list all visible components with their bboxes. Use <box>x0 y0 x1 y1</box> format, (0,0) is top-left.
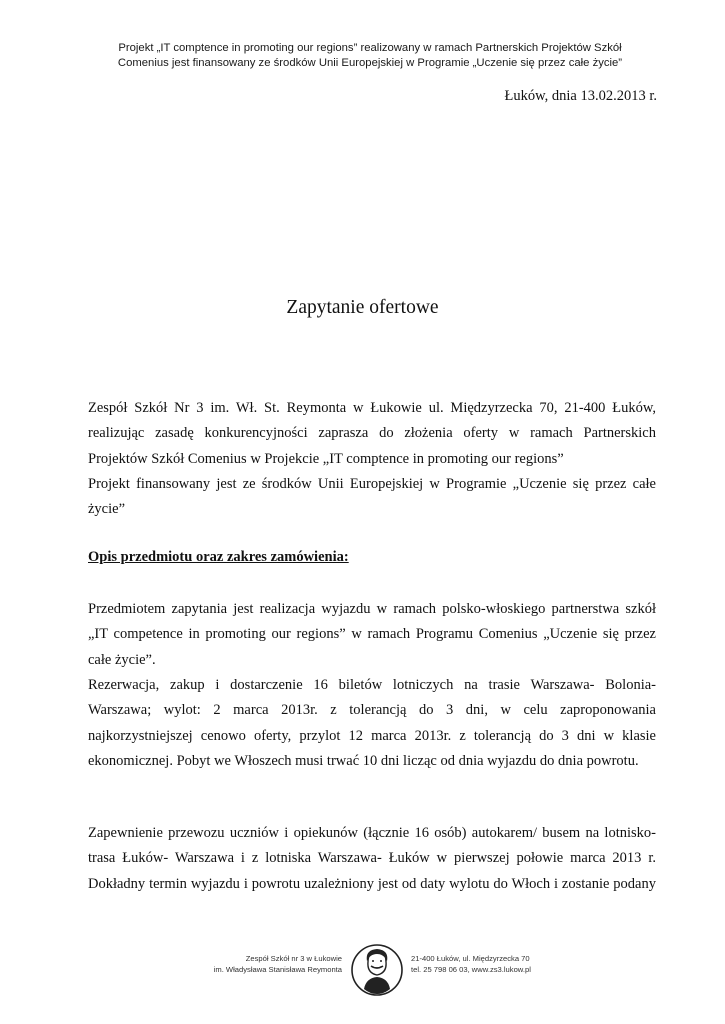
funding-line: Projekt finansowany jest ze środków Unii Europejskiej w Programie „Uczenie się przez całe <box>88 476 656 492</box>
document-date: Łuków, dnia 13.02.2013 r. <box>504 88 657 104</box>
reservation-line: Rezerwacja, zakup i dostarczenie 16 biletów lotniczych na trasie Warszawa- Bolonia- <box>88 677 656 693</box>
footer-school-info <box>212 954 342 975</box>
subject-line: Przedmiotem zapytania jest realizacja wyjazdu w ramach polsko-włoskiego partnerstwa szkół <box>88 601 656 617</box>
intro-line: realizując zasadę konkurencyjności zaprasza do złożenia oferty w ramach Partnerskich <box>88 425 656 442</box>
reservation-paragraph <box>88 673 656 774</box>
subject-line: całe życie”. <box>88 651 156 668</box>
patron-portrait-icon <box>350 942 404 998</box>
footer-contact-info <box>411 954 561 975</box>
footer-patron: im. Władysława Stanisława Reymonta <box>213 964 342 974</box>
transport-line: trasa Łuków- Warszawa i z lotniska Warszawa- Łuków w pierwszej połowie marca 2013 r. <box>88 850 656 867</box>
reservation-line: Warszawa; wylot: 2 marca 2013r. z tolerancją do 3 dni, w celu zaproponowania <box>88 702 656 719</box>
intro-paragraph <box>88 396 656 472</box>
header-line-2: Comenius jest finansowany ze środków Unii Europejskiej w Programie „Uczenie się przez całe życie” <box>117 57 623 69</box>
footer-address: 21-400 Łuków, ul. Międzyrzecka 70 <box>411 954 530 963</box>
funding-line: życie” <box>88 501 126 518</box>
intro-line: Zespół Szkół Nr 3 im. Wł. St. Reymonta w Łukowie ul. Międzyrzecka 70, 21-400 Łuków, <box>88 400 656 416</box>
document-title: Zapytanie ofertowe <box>286 297 439 318</box>
transport-paragraph <box>88 821 656 897</box>
footer-contact: tel. 25 798 06 03, www.zs3.lukow.pl <box>411 964 531 974</box>
letterhead-footer <box>0 942 725 1002</box>
funding-paragraph <box>88 472 656 523</box>
intro-line: Projektów Szkół Comenius w Projekcie „IT comptence in promoting our regions” <box>88 450 564 467</box>
footer-school-name: Zespół Szkół nr 3 w Łukowie <box>245 954 342 963</box>
transport-line: Dokładny termin wyjazdu i powrotu uzależniony jest od daty wylotu do Włoch i zostanie podany <box>88 875 656 892</box>
section-heading: Opis przedmiotu oraz zakres zamówienia: <box>88 549 349 565</box>
reservation-line: ekonomicznej. Pobyt we Włoszech musi trwać 10 dni licząc od dnia wyjazdu do dnia powrotu. <box>88 752 639 769</box>
subject-paragraph <box>88 597 656 673</box>
header-line-1: Projekt „IT comptence in promoting our regions” realizowany w ramach Partnerskich Projektów Szkół <box>118 42 622 54</box>
transport-line: Zapewnienie przewozu uczniów i opiekunów (łącznie 16 osób) autokarem/ busem na lotnisko- <box>88 825 656 841</box>
reservation-line: najkorzystniejszej cenowo oferty, przylot 12 marca 2013r. z tolerancją do 3 dni w klasie <box>88 727 656 744</box>
subject-line: „IT competence in promoting our regions” w ramach Programu Comenius „Uczenie się przez <box>88 626 656 643</box>
project-header-note <box>60 41 680 71</box>
